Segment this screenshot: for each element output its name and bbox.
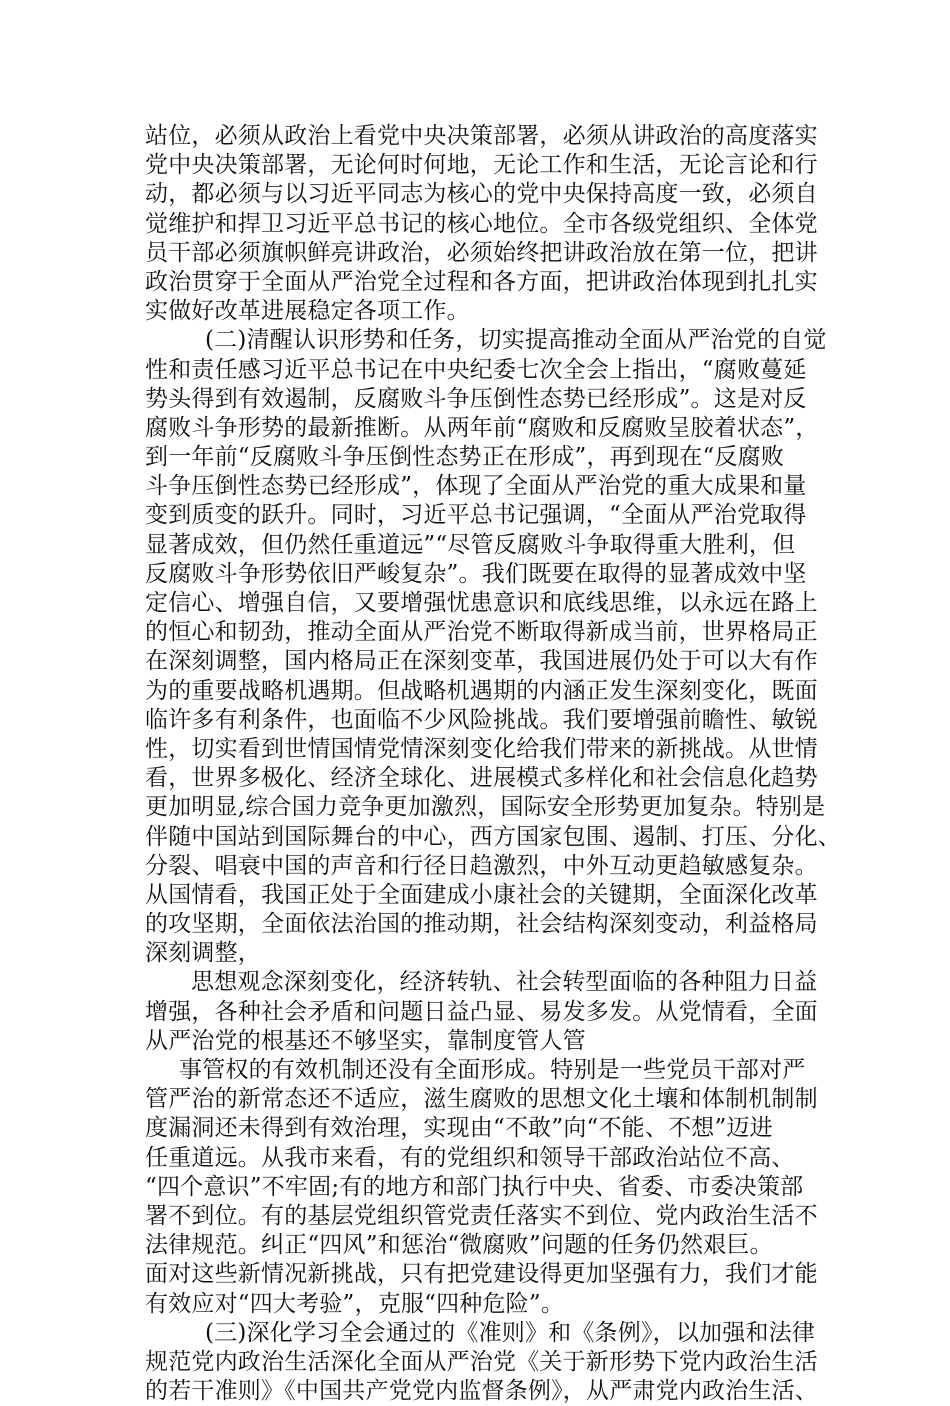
text-line: 面对这些新情况新挑战，只有把党建设得更加坚强有力，我们才能 [145,1261,818,1288]
text-line: 在深刻调整，国内格局正在深刻变革，我国进展仍处于可以大有作 [145,648,818,675]
text-line: 有效应对“四大考验”，克服“四种危险”。 [145,1290,565,1317]
text-line: 性，切实看到世情国情党情深刻变化给我们带来的新挑战。从世情 [145,735,818,762]
text-line: 势头得到有效遏制，反腐败斗争压倒性态势已经形成”。这是对反 [145,385,807,412]
text-line: 性和责任感习近平总书记在中央纪委七次全会上指出，“腐败蔓延 [145,356,807,383]
text-line: 站位，必须从政治上看党中央决策部署，必须从讲政治的高度落实 [145,123,818,149]
text-line: 为的重要战略机遇期。但战略机遇期的内涵正发生深刻变化，既面 [145,677,818,704]
section-heading-line: (二)清醒认识形势和任务，切实提高推动全面从严治党的自觉 [205,327,827,354]
text-line: 变到质变的跃升。同时，习近平总书记强调，“全面从严治党取得 [145,502,807,529]
text-line: 政治贯穿于全面从严治党全过程和各方面，把讲政治体现到扎扎实 [145,268,818,295]
text-line: 实做好改革进展稳定各项工作。 [145,298,470,325]
text-line: 斗争压倒性态势已经形成”，体现了全面从严治党的重大成果和量 [145,473,807,500]
text-line: 更加明显,综合国力竞争更加激烈，国际安全形势更加复杂。特别是 [145,794,826,821]
text-line: 增强，各种社会矛盾和问题日益凸显、易发多发。从党情看，全面 [145,998,818,1025]
text-line: 到一年前“反腐败斗争压倒性态势正在形成”，再到现在“反腐败 [145,444,785,471]
text-line: 的攻坚期，全面依法治国的推动期，社会结构深刻变动，利益格局 [145,911,818,938]
text-line: 事管权的有效机制还没有全面形成。特别是一些党员干部对严 [179,1057,806,1083]
text-line: 署不到位。有的基层党组织管党责任落实不到位、党内政治生活不 [145,1202,818,1229]
text-line: 任重道远。从我市来看，有的党组织和领导干部政治站位不高、 [145,1144,795,1171]
text-line: 规范党内政治生活深化全面从严治党《关于新形势下党内政治生活 [145,1348,818,1375]
text-line: 觉维护和捍卫习近平总书记的核心地位。全市各级党组织、全体党 [145,210,818,237]
document-body [145,122,841,1406]
text-line: “四个意识”不牢固;有的地方和部门执行中央、省委、市委决策部 [145,1173,804,1200]
text-line: 显著成效，但仍然任重道远”“尽管反腐败斗争取得重大胜利，但 [145,531,796,558]
text-line: 看，世界多极化、经济全球化、进展模式多样化和社会信息化趋势 [145,765,818,792]
text-line: 定信心、增强自信，又要增强忧患意识和底线思维，以永远在路上 [145,590,818,616]
text-line: 度漏洞还未得到有效治理，实现由“不敢”向“不能、不想”迈进 [145,1115,773,1142]
text-line: 分裂、唱衰中国的声音和行径日趋激烈，中外互动更趋敏感复杂。 [145,852,818,879]
text-line: 思想观念深刻变化，经济转轨、社会转型面临的各种阻力日益 [191,969,818,996]
text-line: 的恒心和韧劲，推动全面从严治党不断取得新成当前，世界格局正 [145,619,818,646]
text-line: 动，都必须与以习近平同志为核心的党中央保持高度一致，必须自 [145,181,818,208]
section-heading-line: (三)深化学习全会通过的《准则》和《条例》，以加强和法律 [205,1319,816,1346]
text-line: 管严治的新常态还不适应，滋生腐败的思想文化土壤和体制机制制 [145,1086,818,1113]
text-line: 反腐败斗争形势依旧严峻复杂”。我们既要在取得的显著成效中坚 [145,560,807,587]
text-line: 员干部必须旗帜鲜亮讲政治，必须始终把讲政治放在第一位，把讲 [145,239,818,266]
text-line: 从国情看，我国正处于全面建成小康社会的关键期，全面深化改革 [145,881,818,908]
text-line: 腐败斗争形势的最新推断。从两年前“腐败和反腐败呈胶着状态”， [145,414,819,441]
text-line: 深刻调整， [145,940,261,967]
text-line: 伴随中国站到国际舞台的中心，西方国家包围、遏制、打压、分化、 [145,823,841,850]
text-line: 从严治党的根基还不够坚实，靠制度管人管 [145,1027,586,1054]
text-line: 的若干准则》《中国共产党党内监督条例》，从严肃党内政治生活、 [145,1378,818,1405]
text-line: 法律规范。纠正“四风”和惩治“微腐败”问题的任务仍然艰巨。 [145,1232,773,1259]
text-line: 临许多有利条件，也面临不少风险挑战。我们要增强前瞻性、敏锐 [145,706,818,733]
text-line: 党中央决策部署，无论何时何地，无论工作和生活，无论言论和行 [145,152,818,179]
